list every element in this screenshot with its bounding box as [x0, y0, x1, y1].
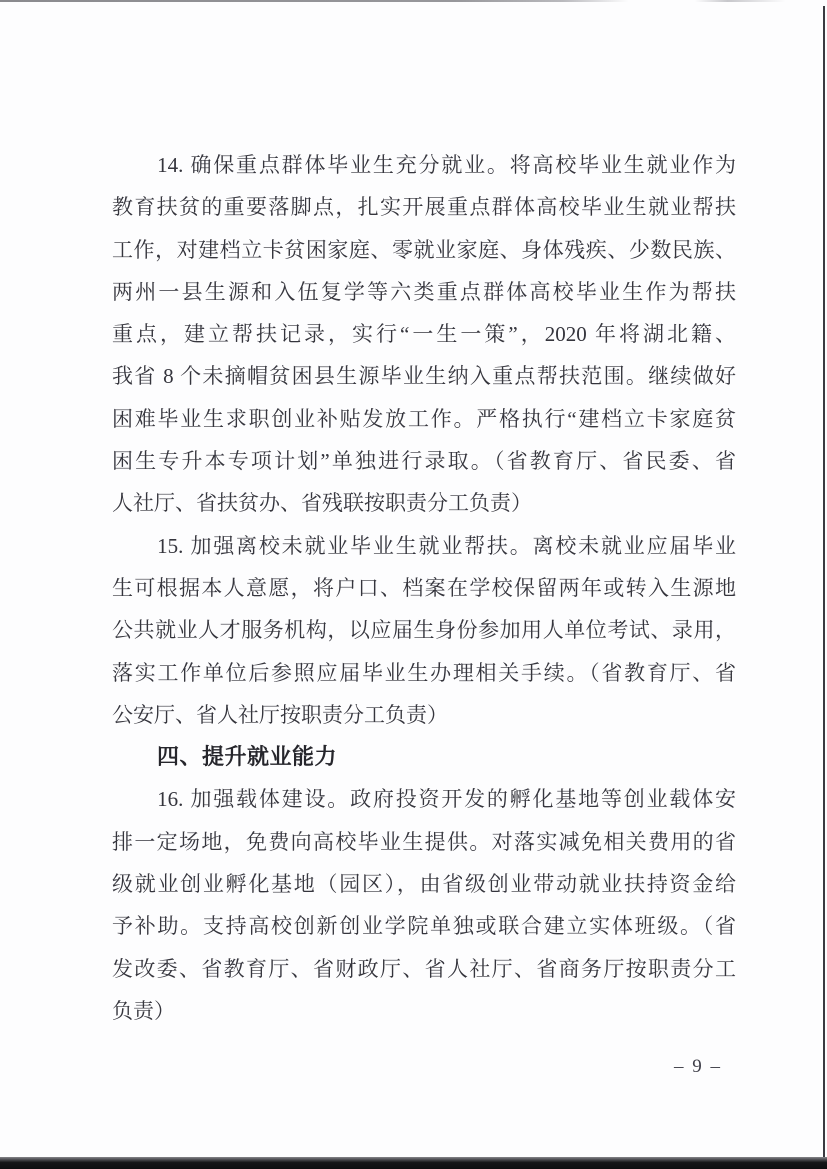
document-line: 工作，对建档立卡贫困家庭、零就业家庭、身体残疾、少数民族、: [112, 237, 736, 262]
document-line: 公共就业人才服务机构，以应届生身份参加用人单位考试、录用，: [112, 618, 736, 643]
document-line: 排一定场地，免费向高校毕业生提供。对落实减免相关费用的省: [112, 829, 736, 854]
section-heading: 四、提升就业能力: [157, 744, 338, 770]
document-body: [112, 144, 736, 1032]
document-line: 予补助。支持高校创新创业学院单独或联合建立实体班级。（省: [112, 914, 736, 939]
document-line: 落实工作单位后参照应届毕业生办理相关手续。（省教育厅、省: [112, 660, 736, 685]
document-line: 15. 加强离校未就业毕业生就业帮扶。离校未就业应届毕业: [157, 533, 736, 558]
document-line: 级就业创业孵化基地（园区），由省级创业带动就业扶持资金给: [112, 872, 736, 897]
document-line: 人社厅、省扶贫办、省残联按职责分工负责）: [112, 491, 532, 516]
document-line: 教育扶贫的重要落脚点，扎实开展重点群体高校毕业生就业帮扶: [112, 195, 736, 220]
document-line: 发改委、省教育厅、省财政厅、省人社厅、省商务厅按职责分工: [112, 956, 736, 981]
document-line: 重点，建立帮扶记录，实行“一生一策”，2020 年将湖北籍、: [112, 322, 736, 347]
document-line: 困生专升本专项计划”单独进行录取。（省教育厅、省民委、省: [112, 449, 736, 474]
paragraph-item-15: [112, 525, 736, 736]
document-line: 生可根据本人意愿，将户口、档案在学校保留两年或转入生源地: [112, 575, 736, 600]
document-line: 两州一县生源和入伍复学等六类重点群体高校毕业生作为帮扶: [112, 279, 736, 304]
paragraph-item-16: [112, 778, 736, 1032]
document-line: 16. 加强载体建设。政府投资开发的孵化基地等创业载体安: [157, 787, 736, 812]
document-line: 负责）: [112, 998, 175, 1023]
scan-bottom-edge-strip: [0, 1157, 827, 1169]
page-number: – 9 –: [674, 1056, 722, 1077]
scan-top-edge-line: [0, 0, 827, 2]
document-line: 14. 确保重点群体毕业生充分就业。将高校毕业生就业作为: [157, 153, 736, 177]
document-line: 我省 8 个未摘帽贫困县生源毕业生纳入重点帮扶范围。继续做好: [112, 364, 736, 389]
document-line: 困难毕业生求职创业补贴发放工作。严格执行“建档立卡家庭贫: [112, 406, 736, 431]
document-line: 公安厅、省人社厅按职责分工负责）: [112, 702, 448, 727]
paragraph-item-14: [112, 144, 736, 525]
scan-right-edge-line: [823, 6, 825, 1161]
